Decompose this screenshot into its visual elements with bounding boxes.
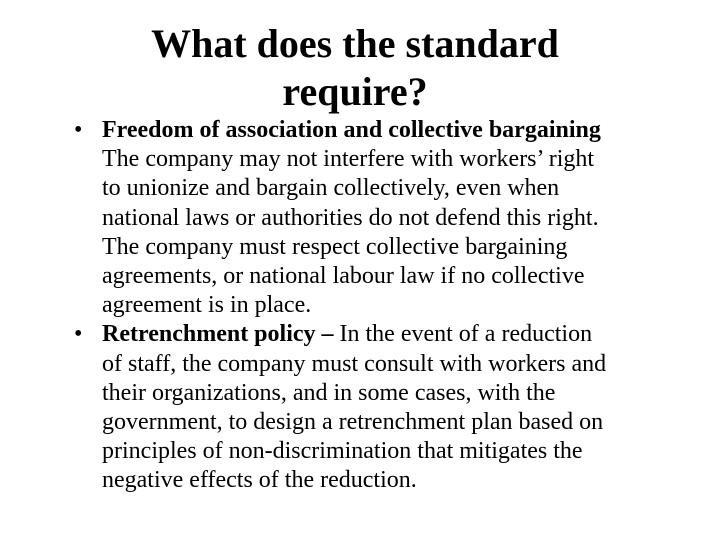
title-line-1: What does the standard (151, 21, 559, 66)
bullet-text-line: agreement is in place. (102, 292, 312, 319)
title-line-2: require? (282, 69, 428, 114)
bullet-heading: Freedom of association and collective bargaining (102, 117, 601, 143)
bullet-list (0, 116, 720, 496)
bullet-text-line: agreements, or national labour law if no collective (102, 263, 585, 290)
bullet-text-line: to unionize and bargain collectively, even when (102, 175, 560, 202)
bullet-text-line: principles of non-discrimination that mitigates the (102, 438, 583, 465)
bullet-text-line: In the event of a reduction (339, 321, 593, 348)
bullet-text-line: negative effects of the reduction. (102, 467, 417, 494)
slide-title (0, 20, 710, 116)
heading-separator: – (315, 321, 340, 348)
bullet-icon: • (74, 321, 83, 348)
bullet-text-line: The company must respect collective bargaining (102, 233, 568, 260)
bullet-icon: • (74, 117, 83, 143)
bullet-text-line: The company may not interfere with workers’ right (102, 146, 595, 173)
bullet-retrenchment-policy (0, 320, 720, 495)
bullet-first-line (102, 320, 700, 349)
bullet-heading: Retrenchment policy (102, 321, 316, 348)
bullet-freedom-of-association (0, 116, 720, 320)
bullet-text-line: their organizations, and in some cases, with the (102, 379, 556, 406)
bullet-text-line: national laws or authorities do not defend this right. (102, 204, 599, 231)
bullet-text-line: of staff, the company must consult with workers and (102, 350, 607, 377)
bullet-text-line: government, to design a retrenchment plan based on (102, 409, 604, 436)
